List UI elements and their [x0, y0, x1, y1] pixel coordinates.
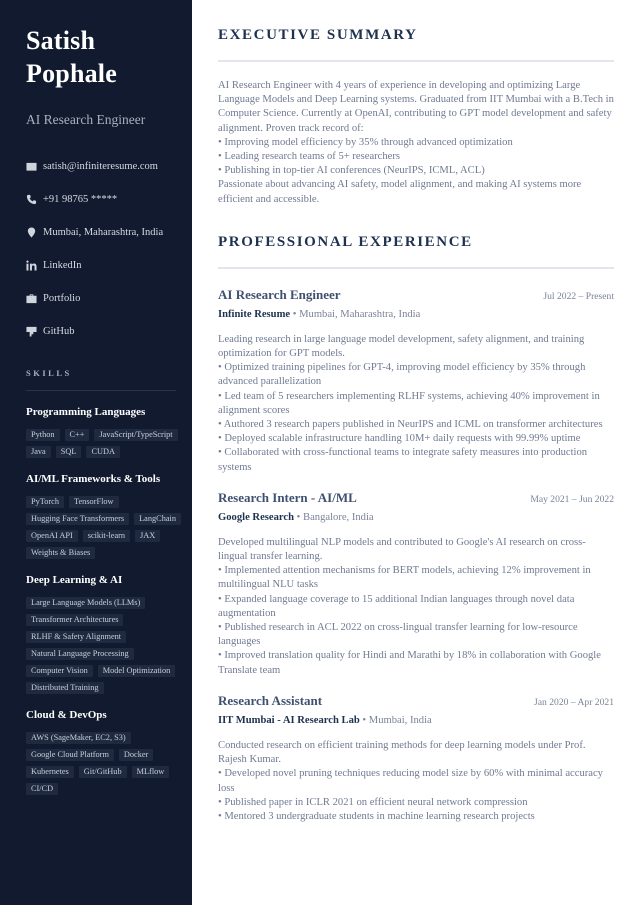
- skill-tag: AWS (SageMaker, EC2, S3): [26, 732, 131, 744]
- contact-portfolio[interactable]: [26, 282, 178, 315]
- section-title-summary: EXECUTIVE SUMMARY: [218, 27, 418, 43]
- github-icon: [26, 326, 37, 337]
- experience-section: [218, 234, 614, 824]
- company-name: Infinite Resume: [218, 308, 291, 320]
- summary-line: Passionate about advancing AI safety, model alignment, and making AI systems more efficient and accessible.: [218, 179, 582, 205]
- skill-groups: [26, 406, 178, 795]
- job-header: [218, 693, 614, 709]
- skill-group: [26, 709, 178, 795]
- skill-tags: [26, 732, 181, 795]
- job-bullet: Leading research in large language model development, safety alignment, and training optimization for GPT models.: [218, 333, 585, 360]
- skill-tag: Model Optimization: [98, 665, 176, 677]
- contact-list: [26, 150, 178, 348]
- job-location: • Bangalore, India: [294, 511, 374, 523]
- job-title: AI Research Engineer: [26, 112, 146, 127]
- contact-linkedin[interactable]: [26, 249, 178, 282]
- job-organization: [218, 512, 614, 523]
- job-list: [218, 287, 614, 824]
- job-location: • Mumbai, Maharashtra, India: [290, 308, 421, 320]
- summary-line: AI Research Engineer with 4 years of experience in developing and optimizing Large Language Models and Deep Learning systems. Graduated from IIT Mumbai with a B.Tech in Computer Science. Currently at OpenAI, contributing to GPT model development and safety alignment. Proven track record of:: [218, 80, 614, 134]
- skill-tag: Natural Language Processing: [26, 648, 134, 660]
- skill-group-heading: Deep Learning & AI: [26, 574, 123, 586]
- skill-tags: [26, 496, 181, 559]
- summary-line: • Publishing in top-tier AI conferences (NeurIPS, ICML, ACL): [218, 165, 485, 177]
- skill-tag: Weights & Biases: [26, 547, 95, 559]
- contact-location: [26, 216, 178, 249]
- job-bullet: • Deployed scalable infrastructure handling 10M+ daily requests with 99.99% uptime: [218, 433, 581, 445]
- summary-line: • Improving model efficiency by 35% through advanced optimization: [218, 136, 513, 148]
- contact-email[interactable]: [26, 150, 178, 183]
- job-entry: [218, 693, 614, 824]
- first-name: Satish: [26, 26, 96, 55]
- skill-tag: JavaScript/TypeScript: [94, 429, 177, 441]
- job-bullet: • Authored 3 research papers published in NeurIPS and ICML on transformer architectures: [218, 419, 603, 431]
- contact-phone-text: +91 98765 *****: [43, 194, 118, 205]
- skill-tag: Distributed Training: [26, 682, 104, 694]
- skill-tag: PyTorch: [26, 496, 64, 508]
- location-pin-icon: [26, 227, 37, 238]
- skill-tag: SQL: [56, 446, 82, 458]
- job-bullet: • Published research in ACL 2022 on cross-lingual transfer learning for low-resource languages: [218, 622, 578, 648]
- skill-tag: Python: [26, 429, 60, 441]
- skill-tag: Git/GitHub: [79, 766, 127, 778]
- skill-tag: Kubernetes: [26, 766, 74, 778]
- skill-group-heading: AI/ML Frameworks & Tools: [26, 473, 161, 485]
- job-description: [218, 739, 614, 824]
- skill-tag: Transformer Architectures: [26, 614, 123, 626]
- job-description: [218, 536, 614, 678]
- skills-label: SKILLS: [26, 368, 72, 378]
- summary-line: • Leading research teams of 5+ researchers: [218, 151, 401, 163]
- job-role: Research Assistant: [218, 692, 323, 708]
- job-dates: May 2021 – Jun 2022: [530, 493, 614, 505]
- job-bullet: • Implemented attention mechanisms for BERT models, achieving 12% improvement in multilingual NLU tasks: [218, 565, 591, 591]
- contact-linkedin-text: LinkedIn: [43, 260, 82, 271]
- linkedin-icon: [26, 260, 37, 271]
- job-bullet: • Developed novel pruning techniques reducing model size by 60% with minimal accuracy loss: [218, 768, 603, 794]
- job-role: Research Intern - AI/ML: [218, 489, 357, 505]
- job-dates: Jan 2020 – Apr 2021: [534, 696, 614, 708]
- skill-group-heading: Cloud & DevOps: [26, 709, 107, 721]
- skill-tag: Docker: [119, 749, 153, 761]
- briefcase-icon: [26, 293, 37, 304]
- skill-tag: CUDA: [86, 446, 120, 458]
- contact-portfolio-text: Portfolio: [43, 293, 81, 304]
- job-header: [218, 287, 614, 303]
- contact-github[interactable]: [26, 315, 178, 348]
- skill-tag: Java: [26, 446, 51, 458]
- job-bullet: Developed multilingual NLP models and contributed to Google's AI research on cross-lingual transfer learning.: [218, 536, 586, 563]
- company-name: IIT Mumbai - AI Research Lab: [218, 714, 360, 726]
- contact-phone[interactable]: [26, 183, 178, 216]
- skill-tag: CI/CD: [26, 783, 58, 795]
- job-bullet: • Published paper in ICLR 2021 on efficient neural network compression: [218, 796, 528, 808]
- skill-tag: scikit-learn: [83, 530, 130, 542]
- job-organization: [218, 715, 614, 726]
- skill-tags: [26, 429, 181, 458]
- skill-tag: LangChain: [134, 513, 181, 525]
- job-entry: [218, 490, 614, 678]
- job-dates: Jul 2022 – Present: [543, 290, 614, 302]
- job-bullet: • Improved translation quality for Hindi and Marathi by 18% in collaboration with Google Translate team: [218, 650, 601, 676]
- job-bullet: • Collaborated with cross-functional teams to integrate safety measures into production systems: [218, 447, 588, 473]
- skill-group: [26, 406, 178, 458]
- main-content: [218, 0, 614, 824]
- job-description: [218, 333, 614, 475]
- skill-tag: MLflow: [132, 766, 170, 778]
- company-name: Google Research: [218, 511, 295, 523]
- job-bullet: • Led team of 5 researchers implementing RLHF systems, achieving 40% improvement in alignment scores: [218, 390, 600, 416]
- job-header: [218, 490, 614, 506]
- divider: [26, 390, 176, 391]
- skill-tag: RLHF & Safety Alignment: [26, 631, 126, 643]
- skill-tag: Computer Vision: [26, 665, 93, 677]
- candidate-name: [26, 24, 178, 90]
- skill-tag: Large Language Models (LLMs): [26, 597, 145, 609]
- skill-tag: TensorFlow: [69, 496, 119, 508]
- phone-icon: [26, 194, 37, 205]
- job-entry: [218, 287, 614, 475]
- job-organization: [218, 309, 614, 320]
- summary-text: [218, 79, 614, 207]
- skill-tag: Hugging Face Transformers: [26, 513, 129, 525]
- skill-tags: [26, 597, 181, 694]
- last-name: Pophale: [26, 59, 117, 88]
- job-bullet: • Mentored 3 undergraduate students in machine learning research projects: [218, 810, 535, 822]
- job-role: AI Research Engineer: [218, 286, 341, 302]
- skill-tag: OpenAI API: [26, 530, 78, 542]
- divider: [218, 267, 614, 269]
- divider: [218, 60, 614, 62]
- skill-tag: JAX: [135, 530, 160, 542]
- job-bullet: • Optimized training pipelines for GPT-4, improving model efficiency by 35% through advanced parallelization: [218, 362, 586, 388]
- executive-summary-section: [218, 27, 614, 207]
- skill-tag: Google Cloud Platform: [26, 749, 114, 761]
- contact-location-text: Mumbai, Maharashtra, India: [43, 227, 164, 238]
- skill-group: [26, 574, 178, 694]
- contact-github-text: GitHub: [43, 326, 75, 337]
- mail-icon: [26, 161, 37, 172]
- contact-email-text: satish@infiniteresume.com: [43, 161, 158, 172]
- section-title-experience: PROFESSIONAL EXPERIENCE: [218, 233, 473, 250]
- job-bullet: • Expanded language coverage to 15 additional Indian languages through novel data augmentation: [218, 593, 575, 619]
- skill-tag: C++: [65, 429, 90, 441]
- skill-group: [26, 473, 178, 559]
- sidebar: [0, 0, 192, 905]
- job-location: • Mumbai, India: [359, 714, 432, 726]
- job-bullet: Conducted research on efficient training methods for deep learning models under Prof. Rajesh Kumar.: [218, 739, 586, 766]
- skill-group-heading: Programming Languages: [26, 406, 146, 418]
